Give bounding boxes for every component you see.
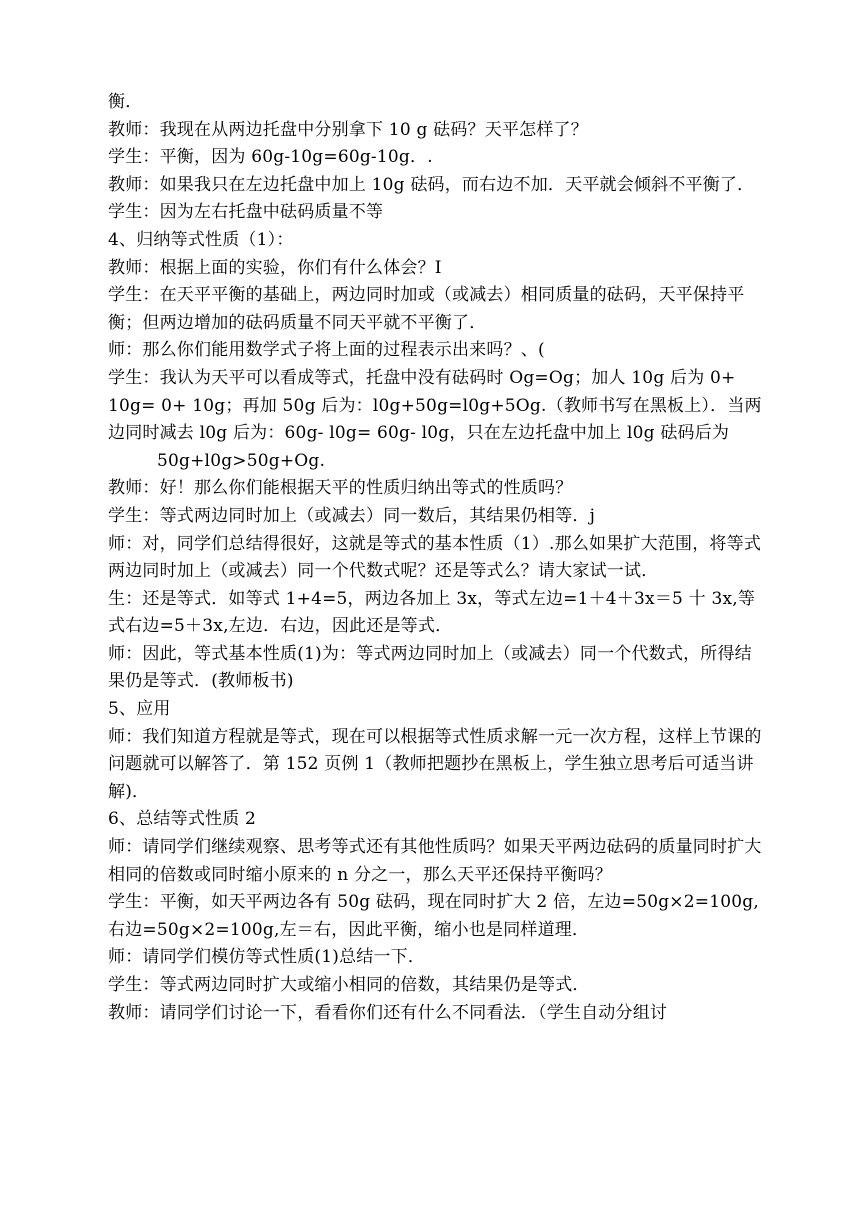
paragraph: 学生：因为左右托盘中砝码质量不等 [108,202,384,223]
formula-line: 50g+l0g>50g+Og. [157,450,326,471]
paragraph: 学生：平衡，如天平两边各有 50g 砝码，现在同时扩大 2 倍，左边=50g×2=100g,右边=50g×2=100g,左＝右，因此平衡，缩小也是同样道理． [108,892,759,940]
paragraph: 师：因此，等式基本性质(1)为：等式两边同时加上（或减去）同一个代数式，所得结果仍是等式．(教师板书) [108,643,752,692]
paragraph: 师：请同学们模仿等式性质(1)总结一下． [108,947,426,968]
paragraph: 学生：在天平平衡的基础上，两边同时加或（或减去）相同质量的砝码，天平保持平衡；但两边增加的砝码质量不同天平就不平衡了． [108,285,745,333]
paragraph: 生：还是等式．如等式 1+4=5，两边各加上 3x，等式左边=1＋4＋3x＝5 十 3x,等式右边=5＋3x,左边．右边，因此还是等式． [108,588,756,637]
paragraph: 师：我们知道方程就是等式，现在可以根据等式性质求解一元一次方程，这样上节课的问题就可以解答了．第 152 页例 1（教师把题抄在黑板上，学生独立思考后可适当讲解)． [108,726,762,802]
paragraph: 师：那么你们能用数学式子将上面的过程表示出来吗？、( [108,340,545,361]
paragraph: 师：对，同学们总结得很好，这就是等式的基本性质（1）.那么如果扩大范围，将等式两边同时加上（或减去）同一个代数式呢？还是等式么？请大家试一试． [108,533,762,582]
paragraph: 教师：如果我只在左边托盘中加上 10g 砝码，而右边不加．天平就会倾斜不平衡了． [108,174,755,195]
document-body [108,89,768,1027]
paragraph: 学生：等式两边同时扩大或缩小相同的倍数，其结果仍是等式． [108,975,590,995]
paragraph: 教师：好！那么你们能根据天平的性质归纳出等式的性质吗？ [108,478,573,499]
paragraph: 师：请同学们继续观察、思考等式还有其他性质吗？如果天平两边砝码的质量同时扩大相同的倍数或同时缩小原来的 n 分之一，那么天平还保持平衡吗？ [108,837,762,885]
section-heading: 5、应用 [108,699,171,720]
paragraph: 教师：根据上面的实验，你们有什么体会？I [108,257,442,278]
section-heading: 6、总结等式性质 2 [108,809,257,830]
paragraph: 学生：我认为天平可以看成等式，托盘中没有砝码时 Og=Og；加人 10g 后为 0+ [108,367,736,388]
paragraph: 教师：我现在从两边托盘中分别拿下 10 g 砝码？天平怎样了？ [108,119,588,140]
paragraph: 学生：等式两边同时加上（或减去）同一数后，其结果仍相等．j [108,505,596,526]
section-heading: 4、归纳等式性质（1）： [108,229,294,250]
paragraph: 衡． [108,92,143,112]
paragraph: 10g= 0+ 10g；再加 50g 后为：l0g+50g=l0g+5Og.（教师书写在黑板上）．当两边同时减去 l0g 后为：60g- l0g= 60g- l0g，只在左边托盘中加上 l0g 砝码后为 [108,395,762,444]
paragraph: 学生：平衡，因为 60g-10g=60g-10g．. [108,147,433,168]
paragraph: 教师：请同学们讨论一下，看看你们还有什么不同看法．（学生自动分组讨 [108,1002,668,1023]
